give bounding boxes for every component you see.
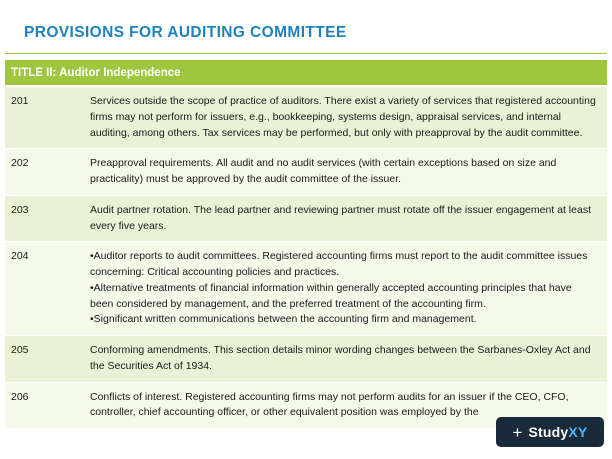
row-line: Services outside the scope of practice of auditors. There exist a variety of services that registered accounting firms may not perform for issuers, e.g., bookkeeping, systems design, appraisal services, and internal auditing, among others. Tax services may be performed, but only with preapproval by the audit committee. [90,95,596,139]
section-header-label: TITLE II: Auditor Independence [11,66,181,79]
row-number: 204 [11,250,29,263]
studyxy-watermark [496,417,604,447]
row-description [83,196,607,242]
plus-icon: + [512,422,523,442]
watermark-name: Study [528,424,569,440]
row-number: 205 [11,344,29,356]
row-description [83,242,607,335]
table-row [5,336,607,383]
row-description [83,87,607,148]
row-description [83,336,607,382]
row-line: •Auditor reports to audit committees. Registered accounting firms must report to the audit committee issues concerning: Critical accounting policies and practices. [90,250,588,278]
watermark-suffix: XY [568,424,588,440]
table-row [5,87,607,149]
row-line: •Significant written communications between the accounting firm and management. [90,313,477,326]
row-line: Conforming amendments. This section details minor wording changes between the Sarbanes-Oxley Act and the Securities Act of 1934. [90,344,591,372]
provisions-table [5,87,607,429]
row-line: Audit partner rotation. The lead partner and reviewing partner must rotate off the issuer engagement at least every five years. [90,203,591,232]
row-number: 202 [11,157,29,170]
row-number: 206 [11,390,29,403]
row-line: Conflicts of interest. Registered accounting firms may not perform audits for an issuer if the CEO, CFO, controller, chief accounting officer, or other equivalent position was employed by the [90,390,569,419]
row-description [83,149,607,195]
section-header-bar [5,60,607,85]
table-row [5,149,607,196]
row-line: Preapproval requirements. All audit and no audit services (with certain exceptions based on size and practicality) must be approved by the audit committee of the issuer. [90,157,557,185]
table-row [5,242,607,336]
row-line: •Alternative treatments of financial information within generally accepted accounting principles that have been considered by management, and the preferred treatment of the accounting firm. [90,281,572,310]
row-number: 203 [11,203,29,216]
table-row [5,196,607,243]
watermark-label [528,424,587,440]
title-divider [5,53,607,54]
page-title: PROVISIONS FOR AUDITING COMMITTEE [24,24,347,41]
row-number: 201 [11,95,29,107]
